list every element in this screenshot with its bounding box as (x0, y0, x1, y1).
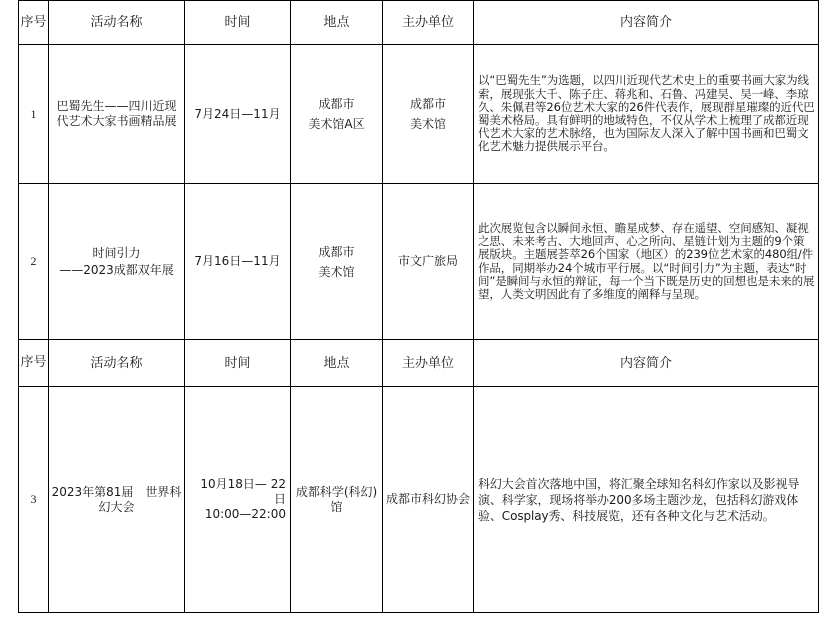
header-name: 活动名称 (49, 340, 185, 387)
header-desc: 内容简介 (474, 340, 819, 387)
row-desc: 此次展览包含以瞬间永恒、瞻星成梦、存在遥望、空间感知、凝视之思、未来考古、大地回声、心之所向、星链计划为主题的9个策展版块。主题展荟萃26个国家（地区）的239位艺术家的480组/件作品，同期举办24个城市平行展。以“时间引力”为主题，表达“时间”是瞬间与永恒的辩证，每一个当下既是历史的回想也是未来的展望，人类文明因此有了多维度的阐释与呈现。 (474, 184, 819, 340)
row-organizer: 市文广旅局 (383, 184, 474, 340)
row-time: 7月24日—11月 (185, 45, 291, 184)
row-time: 10月18日— 22日 10:00—22:00 (185, 387, 291, 613)
row-time: 7月16日—11月 (185, 184, 291, 340)
row-desc: 以“巴蜀先生”为选题，以四川近现代艺术史上的重要书画大家为线索，展现张大千、陈子庄、蒋兆和、石鲁、冯建吴、吴一峰、李琼久、朱佩君等26位艺术大家的26件代表作，展现群星璀璨的近代巴蜀美术格局。具有鲜明的地域特色，不仅从学术上梳理了成都近现代艺术大家的艺术脉络，也为国际友人深入了解中国书画和巴蜀文化艺术魅力提供展示平台。 (474, 45, 819, 184)
row-name: 时间引力 ——2023成都双年展 (49, 184, 185, 340)
header-name: 活动名称 (49, 1, 185, 45)
header-organizer: 主办单位 (383, 1, 474, 45)
header-no: 序号 (19, 340, 49, 387)
table-header-row (19, 1, 819, 45)
header-time: 时间 (185, 1, 291, 45)
header-time: 时间 (185, 340, 291, 387)
table-row (19, 387, 819, 613)
events-table (18, 0, 819, 613)
row-organizer: 成都市科幻协会 (383, 387, 474, 613)
row-name: 2023年第81届 世界科幻大会 (49, 387, 185, 613)
row-no: 2 (19, 184, 49, 340)
header-place: 地点 (291, 1, 383, 45)
table-row (19, 184, 819, 340)
row-desc: 科幻大会首次落地中国，将汇聚全球知名科幻作家以及影视导演、科学家，现场将举办200多场主题沙龙，包括科幻游戏体验、Cosplay秀、科技展览，还有各种文化与艺术活动。 (474, 387, 819, 613)
row-no: 3 (19, 387, 49, 613)
row-no: 1 (19, 45, 49, 184)
header-organizer: 主办单位 (383, 340, 474, 387)
row-organizer: 成都市 美术馆 (383, 45, 474, 184)
header-desc: 内容简介 (474, 1, 819, 45)
row-name: 巴蜀先生——四川近现代艺术大家书画精品展 (49, 45, 185, 184)
table-header-row-repeat (19, 340, 819, 387)
table-row (19, 45, 819, 184)
header-no: 序号 (19, 1, 49, 45)
row-place: 成都市 美术馆 (291, 184, 383, 340)
header-place: 地点 (291, 340, 383, 387)
row-place: 成都科学(科幻)馆 (291, 387, 383, 613)
row-place: 成都市 美术馆A区 (291, 45, 383, 184)
